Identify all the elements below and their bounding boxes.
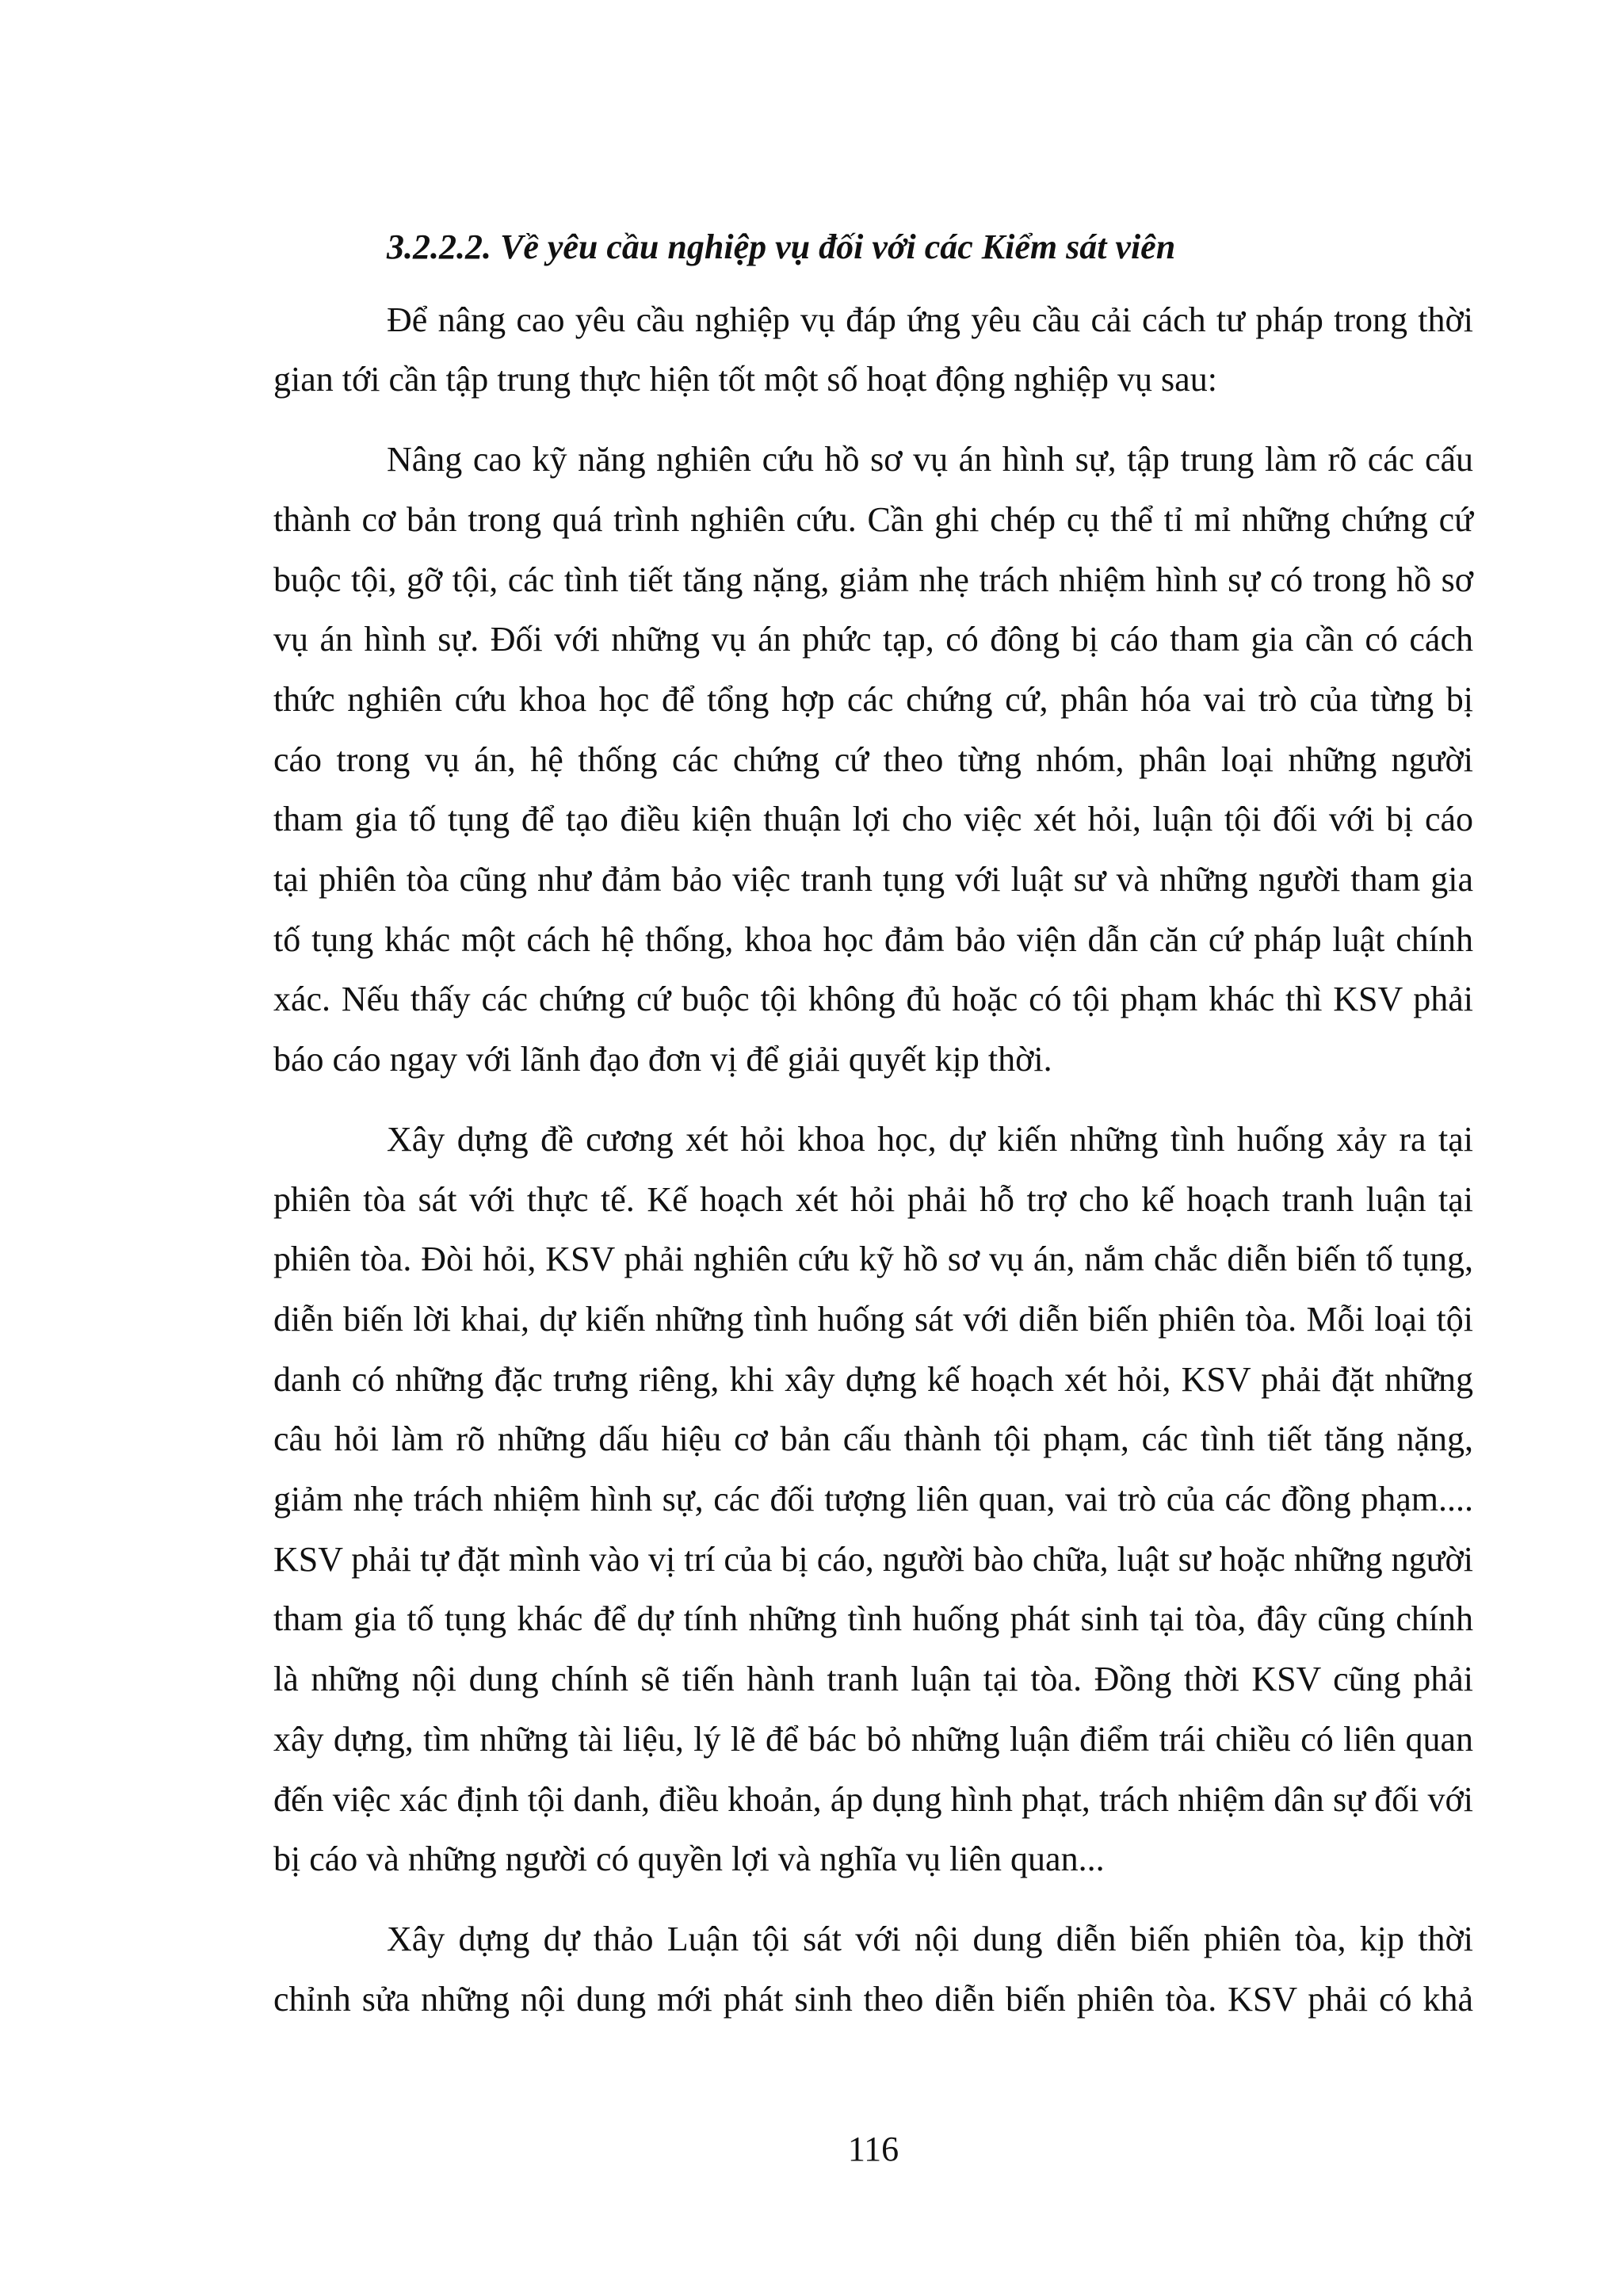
text-line: diễn biến lời khai, dự kiến những tình huống sát với diễn biến phiên tòa. Mỗi loại tội	[273, 1299, 1473, 1339]
text-line: gian tới cần tập trung thực hiện tốt một số hoạt động nghiệp vụ sau:	[273, 360, 1217, 399]
text-line: KSV phải tự đặt mình vào vị trí của bị cáo, người bào chữa, luật sư hoặc những người	[273, 1539, 1473, 1579]
paragraph	[273, 1110, 1473, 1889]
page-number: 116	[847, 2130, 899, 2168]
text-line: Xây dựng dự thảo Luận tội sát với nội dung diễn biến phiên tòa, kịp thời	[387, 1919, 1473, 1958]
text-line: đến việc xác định tội danh, điều khoản, áp dụng hình phạt, trách nhiệm dân sự đối với	[273, 1779, 1473, 1819]
section-heading: 3.2.2.2. Về yêu cầu nghiệp vụ đối với các Kiểm sát viên	[387, 227, 1176, 266]
text-line: báo cáo ngay với lãnh đạo đơn vị để giải quyết kịp thời.	[273, 1040, 1052, 1079]
text-line: bị cáo và những người có quyền lợi và nghĩa vụ liên quan...	[273, 1839, 1105, 1879]
text-line: phiên tòa sát với thực tế. Kế hoạch xét hỏi phải hỗ trợ cho kế hoạch tranh luận tại	[273, 1179, 1473, 1219]
text-line: Xây dựng đề cương xét hỏi khoa học, dự kiến những tình huống xảy ra tại	[387, 1119, 1473, 1159]
text-line: tố tụng khác một cách hệ thống, khoa học đảm bảo viện dẫn căn cứ pháp luật chính	[273, 919, 1473, 959]
text-line: thức nghiên cứu khoa học để tổng hợp các chứng cứ, phân hóa vai trò của từng bị	[273, 679, 1473, 719]
paragraph	[273, 290, 1473, 410]
text-line: cáo trong vụ án, hệ thống các chứng cứ theo từng nhóm, phân loại những người	[273, 739, 1473, 779]
text-line: buộc tội, gỡ tội, các tình tiết tăng nặng, giảm nhẹ trách nhiệm hình sự có trong hồ sơ	[273, 560, 1473, 599]
text-line: vụ án hình sự. Đối với những vụ án phức tạp, có đông bị cáo tham gia cần có cách	[273, 620, 1473, 659]
text-line: chỉnh sửa những nội dung mới phát sinh theo diễn biến phiên tòa. KSV phải có khả	[273, 1979, 1473, 2019]
text-line: thành cơ bản trong quá trình nghiên cứu. Cần ghi chép cụ thể tỉ mỉ những chứng cứ	[273, 499, 1473, 539]
paragraph	[273, 430, 1473, 1090]
text-line: là những nội dung chính sẽ tiến hành tranh luận tại tòa. Đồng thời KSV cũng phải	[273, 1660, 1473, 1699]
text-line: xây dựng, tìm những tài liệu, lý lẽ để bác bỏ những luận điểm trái chiều có liên quan	[273, 1719, 1473, 1759]
text-line: phiên tòa. Đòi hỏi, KSV phải nghiên cứu kỹ hồ sơ vụ án, nắm chắc diễn biến tố tụng,	[273, 1240, 1473, 1279]
page-text-body	[273, 217, 1473, 2029]
text-line: Nâng cao kỹ năng nghiên cứu hồ sơ vụ án hình sự, tập trung làm rõ các cấu	[387, 440, 1473, 479]
text-line: danh có những đặc trưng riêng, khi xây dựng kế hoạch xét hỏi, KSV phải đặt những	[273, 1359, 1473, 1399]
text-line: giảm nhẹ trách nhiệm hình sự, các đối tượng liên quan, vai trò của các đồng phạm....	[273, 1480, 1473, 1519]
text-line: tham gia tố tụng khác để dự tính những tình huống phát sinh tại tòa, đây cũng chính	[273, 1599, 1473, 1639]
text-line: câu hỏi làm rõ những dấu hiệu cơ bản cấu thành tội phạm, các tình tiết tăng nặng,	[273, 1419, 1473, 1459]
text-line: Để nâng cao yêu cầu nghiệp vụ đáp ứng yêu cầu cải cách tư pháp trong thời	[387, 300, 1473, 339]
text-line: tại phiên tòa cũng như đảm bảo việc tranh tụng với luật sư và những người tham gia	[273, 860, 1473, 900]
text-line: tham gia tố tụng để tạo điều kiện thuận lợi cho việc xét hỏi, luận tội đối với bị cáo	[273, 800, 1473, 839]
paragraph	[273, 1909, 1473, 2029]
text-line: xác. Nếu thấy các chứng cứ buộc tội không đủ hoặc có tội phạm khác thì KSV phải	[273, 980, 1473, 1019]
